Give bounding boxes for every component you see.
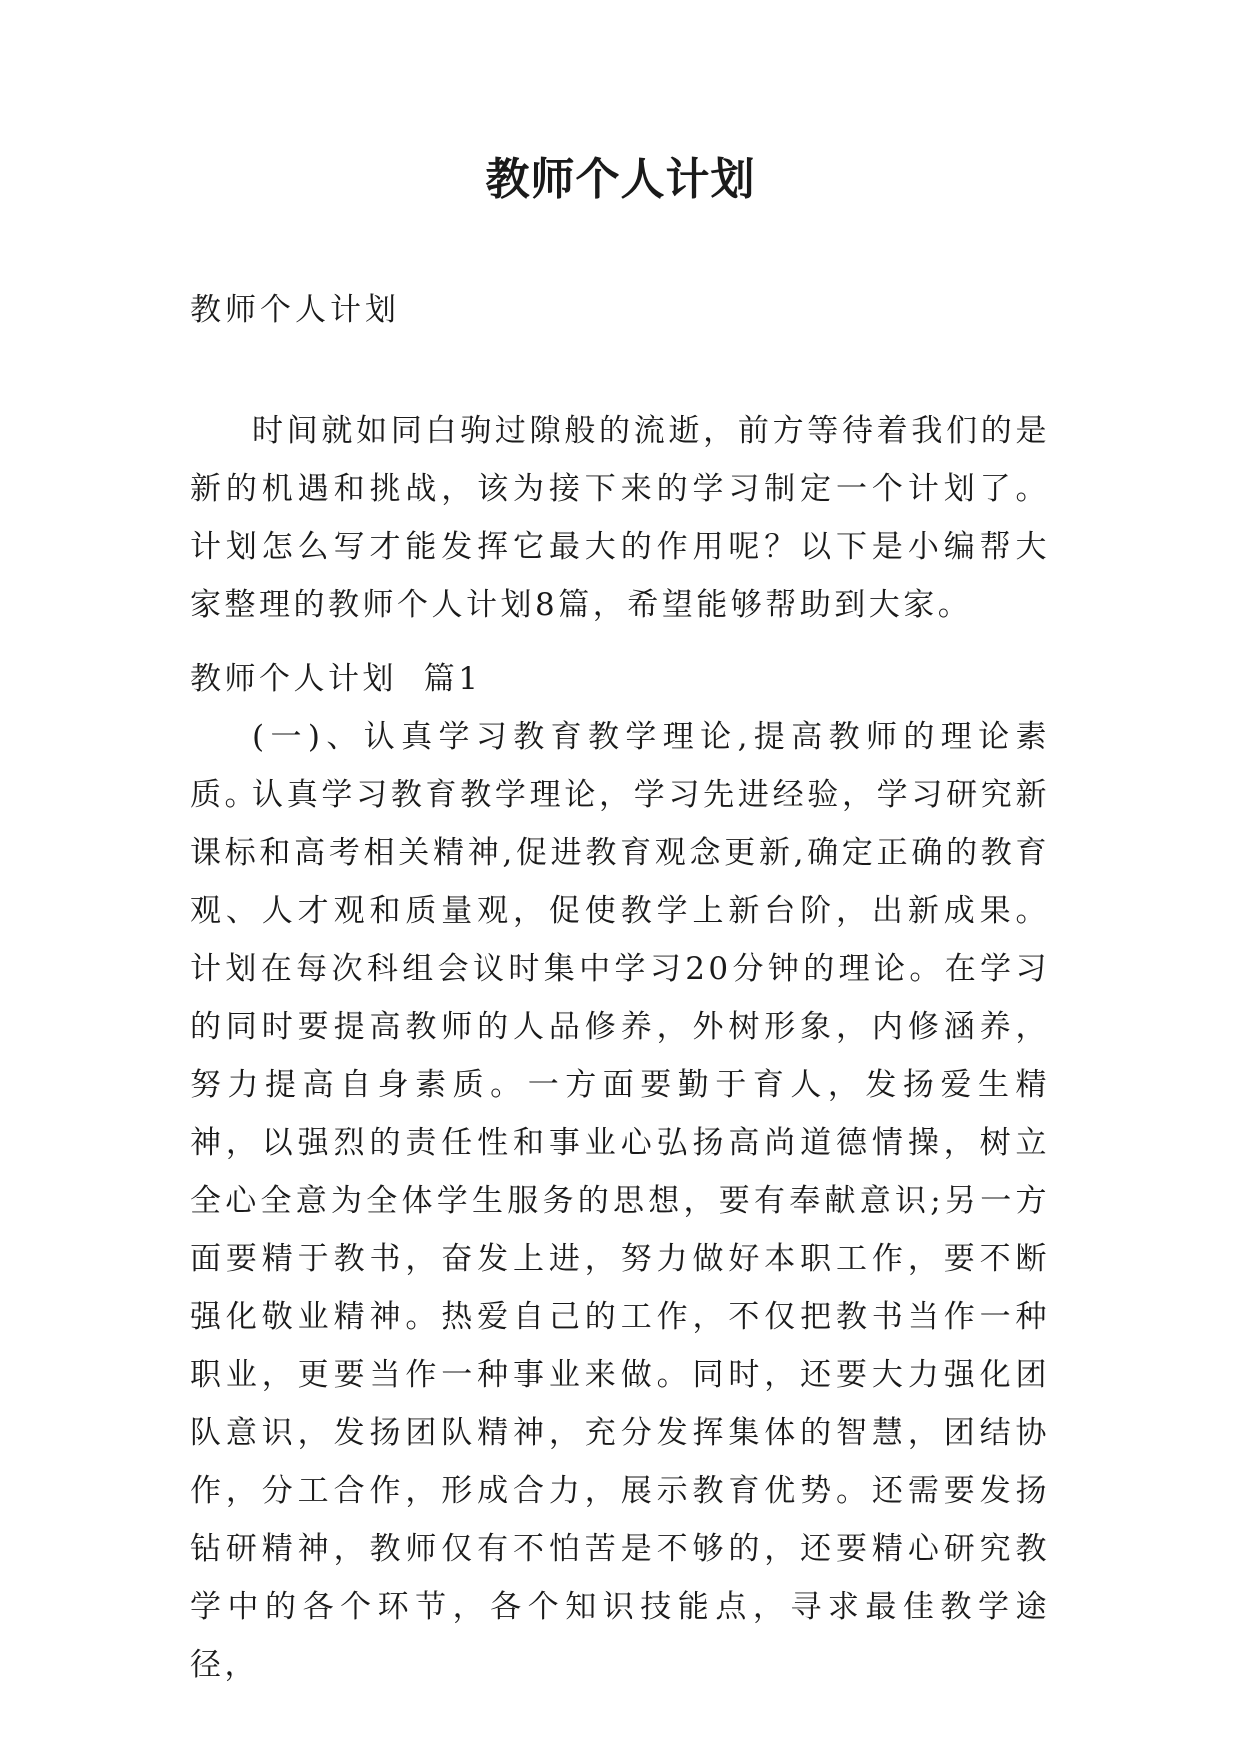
- sub-heading: (一)、认真学习教育教学理论,提高教师的理论素质。: [190, 719, 1050, 813]
- intro-paragraph: 时间就如同白驹过隙般的流逝，前方等待着我们的是新的机遇和挑战，该为接下来的学习制定一个计划了。计划怎么写才能发挥它最大的作用呢？以下是小编帮大家整理的教师个人计划8篇，希望能够帮助到大家。: [190, 413, 1050, 623]
- document-title: 教师个人计划: [485, 154, 756, 205]
- body-paragraph: 认真学习教育教学理论，学习先进经验，学习研究新课标和高考相关精神,促进教育观念更新,确定正确的教育观、人才观和质量观，促使教学上新台阶，出新成果。计划在每次科组会议时集中学习20分钟的理论。在学习的同时要提高教师的人品修养，外树形象，内修涵养，努力提高自身素质。一方面要勤于育人，发扬爱生精神，以强烈的责任性和事业心弘扬高尚道德情操，树立全心全意为全体学生服务的思想，要有奉献意识;另一方面要精于教书，奋发上进，努力做好本职工作，要不断强化敬业精神。热爱自己的工作，不仅把教书当作一种职业，更要当作一种事业来做。同时，还要大力强化团队意识，发扬团队精神，充分发挥集体的智慧，团结协作，分工合作，形成合力，展示教育优势。还需要发扬钻研精神，教师仅有不怕苦是不够的，还要精心研究教学中的各个环节，各个知识技能点，寻求最佳教学途径，: [190, 777, 1050, 1683]
- section-heading: 教师个人计划 篇1: [190, 661, 482, 697]
- document-subtitle: 教师个人计划: [190, 292, 400, 328]
